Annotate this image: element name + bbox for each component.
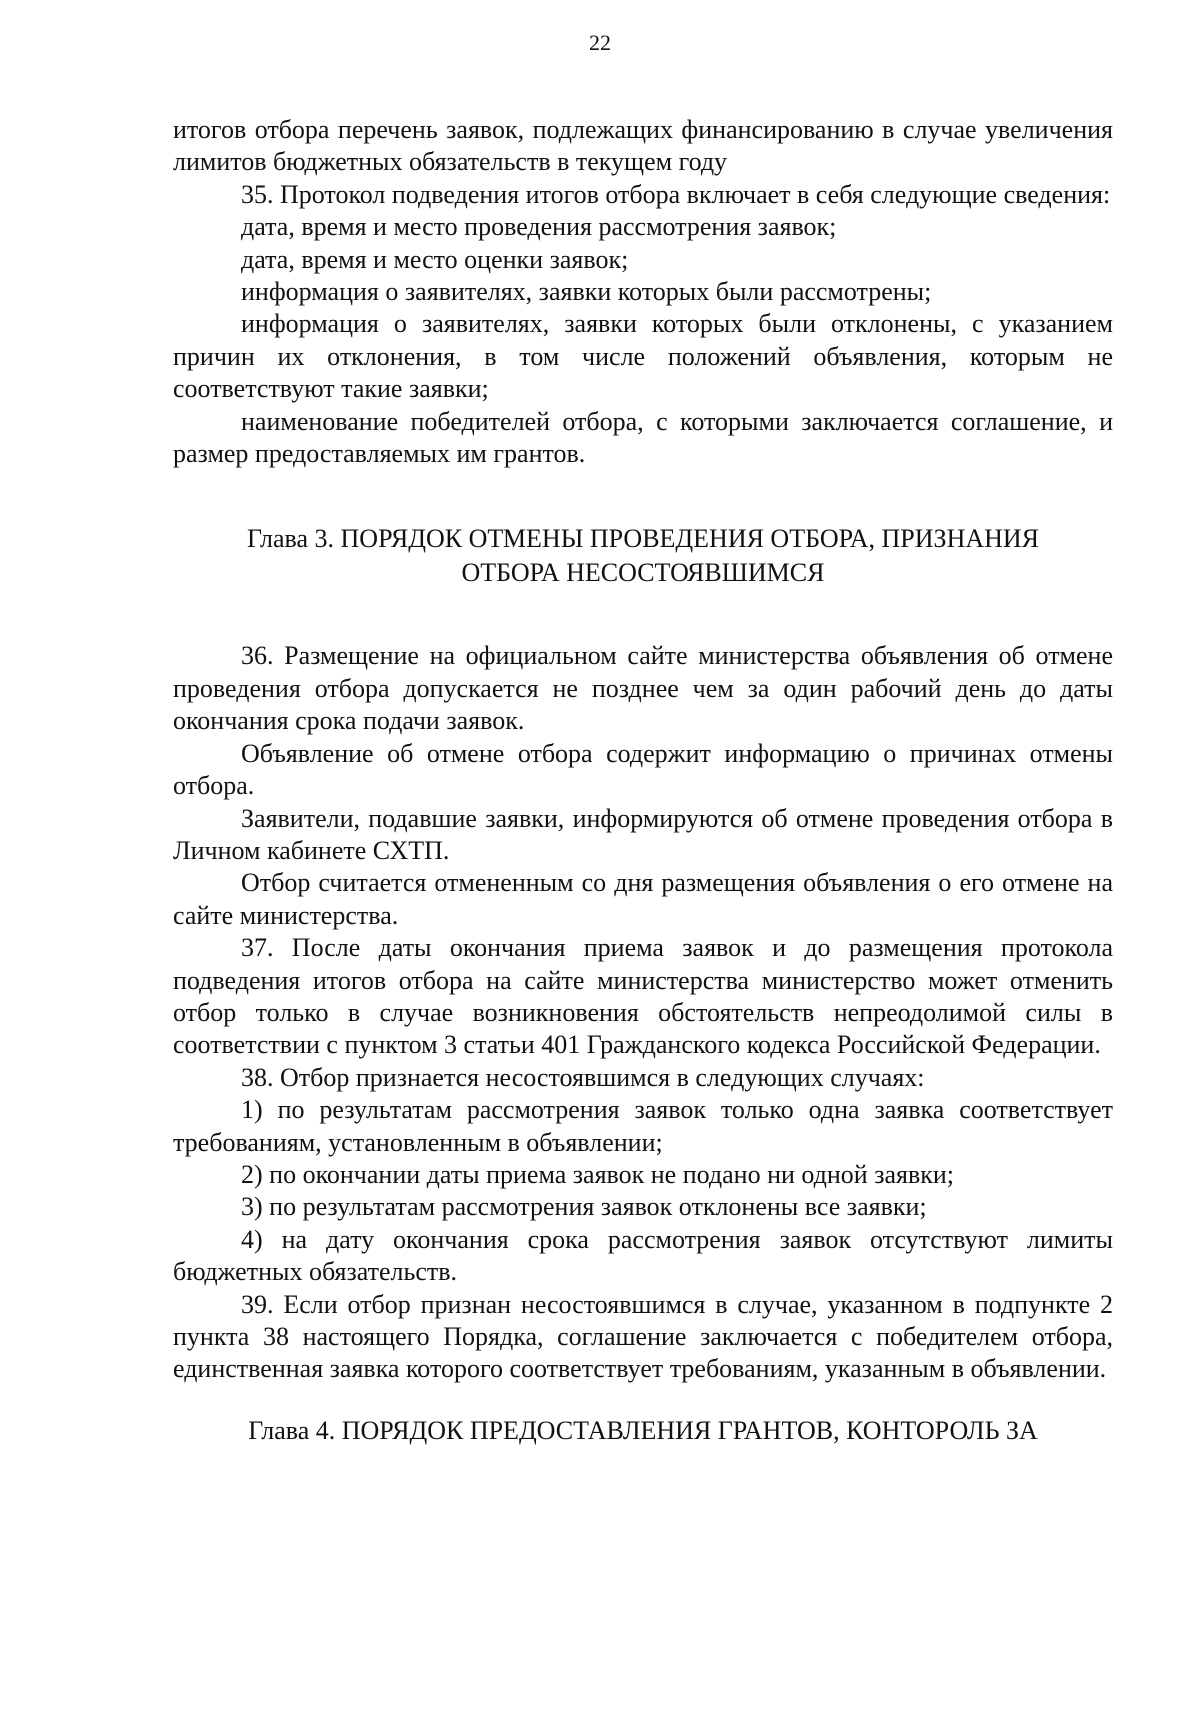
document-body (173, 114, 1113, 1448)
chapter-4-title-line-1: Глава 4. ПОРЯДОК ПРЕДОСТАВЛЕНИЯ ГРАНТОВ, КОНТОРОЛЬ ЗА (248, 1415, 1038, 1445)
spacer (173, 590, 1113, 640)
list-item: 2) по окончании даты приема заявок не подано ни одной заявки; (241, 1159, 955, 1189)
list-item: наименование победителей отбора, с которыми заключается соглашение, и размер предоставляемых им грантов. (173, 406, 1113, 469)
page-number: 22 (589, 30, 611, 55)
chapter-3-title-line-1: Глава 3. ПОРЯДОК ОТМЕНЫ ПРОВЕДЕНИЯ ОТБОРА, ПРИЗНАНИЯ (246, 524, 1040, 554)
chapter-3-title-line-2: ОТБОРА НЕСОСТОЯВШИМСЯ (461, 558, 825, 588)
paragraph-39: 39. Если отбор признан несостоявшимся в случае, указанном в подпункте 2 пункта 38 настоящего Порядка, соглашение заключается с победителем отбора, единственная заявка которого соответствует требованиям, указанным в объявлении. (173, 1289, 1113, 1384)
list-item: дата, время и место проведения рассмотрения заявок; (241, 212, 837, 242)
list-item: 3) по результатам рассмотрения заявок отклонены все заявки; (241, 1192, 927, 1222)
paragraph-38: 38. Отбор признается несостоявшимся в следующих случаях: (241, 1062, 925, 1092)
spacer (173, 1386, 1113, 1414)
list-item: 4) на дату окончания срока рассмотрения заявок отсутствуют лимиты бюджетных обязательств. (173, 1224, 1113, 1287)
paragraph-36-part-4: Отбор считается отмененным со дня размещения объявления о его отмене на сайте министерства. (173, 868, 1113, 930)
list-item: 1) по результатам рассмотрения заявок только одна заявка соответствует требованиям, установленным в объявлении; (173, 1095, 1113, 1157)
spacer (173, 470, 1113, 522)
paragraph-36: 36. Размещение на официальном сайте министерства объявления об отмене проведения отбора допускается не позднее чем за один рабочий день до даты окончания срока подачи заявок. (173, 641, 1113, 736)
paragraph-continuation: итогов отбора перечень заявок, подлежащих финансированию в случае увеличения лимитов бюджетных обязательств в текущем году (173, 115, 1113, 177)
list-item: дата, время и место оценки заявок; (241, 244, 629, 274)
list-item: информация о заявителях, заявки которых были отклонены, с указанием причин их отклонения, в том числе положений объявления, которым не соответствуют такие заявки; (173, 309, 1113, 404)
paragraph-36-part-3: Заявители, подавшие заявки, информируются об отмене проведения отбора в Личном кабинете СХТП. (173, 803, 1113, 865)
paragraph-37: 37. После даты окончания приема заявок и до размещения протокола подведения итогов отбора на сайте министерства министерство может отменить отбор только в случае возникновения обстоятельств непреодолимой силы в соответствии с пунктом 3 статьи 401 Гражданского кодекса Российской Федерации. (173, 933, 1113, 1060)
paragraph-35: 35. Протокол подведения итогов отбора включает в себя следующие сведения: (241, 179, 1111, 209)
paragraph-36-part-2: Объявление об отмене отбора содержит информацию о причинах отмены отбора. (173, 738, 1113, 801)
list-item: информация о заявителях, заявки которых были рассмотрены; (241, 277, 932, 307)
